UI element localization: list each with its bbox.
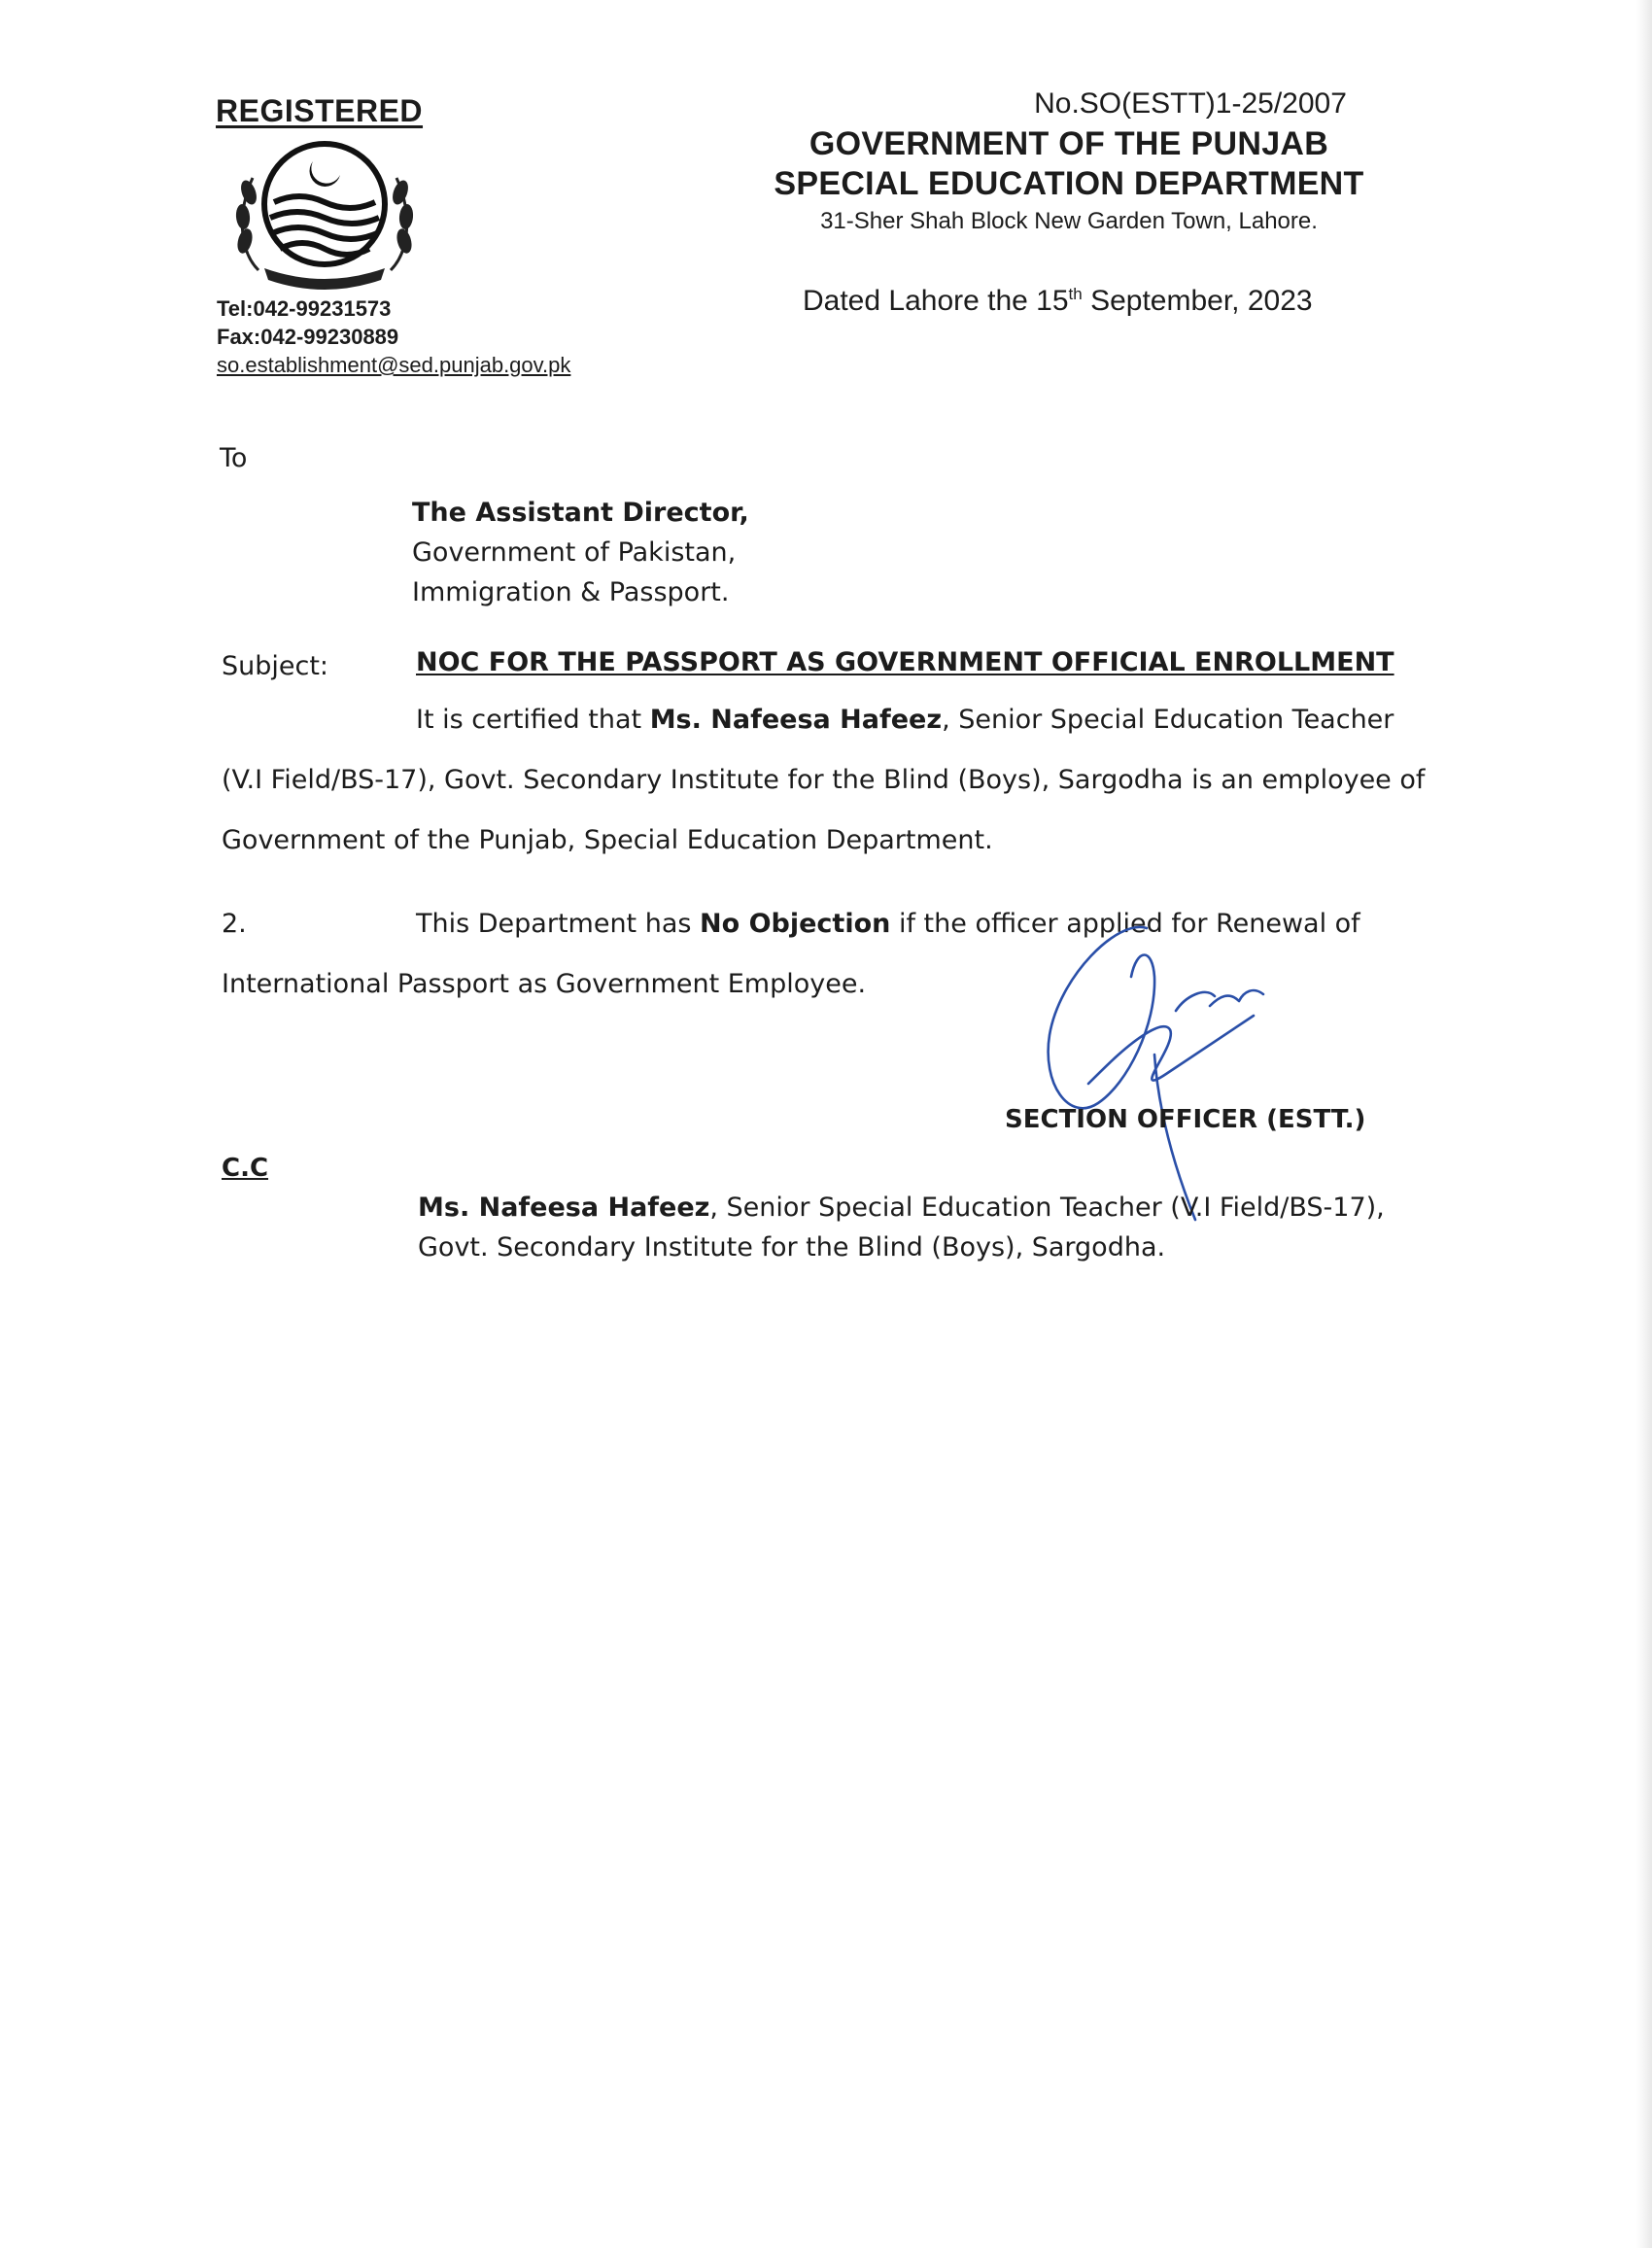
recipient-line-1: The Assistant Director,: [412, 498, 749, 528]
date-suffix: September, 2023: [1082, 285, 1313, 317]
p1-text-a: It is certified that: [416, 705, 650, 735]
p1-employee-name: Ms. Nafeesa Hafeez: [649, 705, 943, 735]
p1-text-b: , Senior Special Education Teacher: [942, 705, 1394, 735]
registered-label: REGISTERED: [216, 93, 424, 128]
cc-label: C.C: [222, 1154, 269, 1183]
subject-label: Subject:: [222, 651, 329, 681]
paragraph-1-line-1: [222, 690, 1441, 750]
section-officer-title: SECTION OFFICER (ESTT.): [1005, 1105, 1366, 1134]
recipient-line-2: Government of Pakistan,: [412, 537, 737, 568]
telephone-number: Tel:042-99231573: [217, 296, 392, 321]
punjab-emblem-icon: [220, 134, 430, 290]
p2-no-objection: No Objection: [700, 909, 891, 939]
letter-date: [803, 285, 1313, 318]
department-heading: SPECIAL EDUCATION DEPARTMENT: [774, 165, 1364, 202]
date-ordinal: th: [1068, 285, 1083, 303]
date-prefix: Dated Lahore the 15: [803, 285, 1069, 317]
subject-text: NOC FOR THE PASSPORT AS GOVERNMENT OFFICIAL ENROLLMENT: [416, 647, 1394, 677]
department-address: 31-Sher Shah Block New Garden Town, Lahore.: [820, 208, 1318, 234]
paragraph-1-line-3: Government of the Punjab, Special Education Department.: [222, 825, 993, 855]
cc-name: Ms. Nafeesa Hafeez: [418, 1193, 710, 1223]
cc-recipient: [418, 1188, 1443, 1267]
reference-number: No.SO(ESTT)1-25/2007: [1034, 87, 1347, 120]
recipient-line-3: Immigration & Passport.: [412, 577, 730, 607]
handwritten-signature-icon: [1030, 918, 1283, 1229]
cc-details: , Senior Special Education Teacher (V.I Field/BS-17), Govt. Secondary Institute for the Blind (Boys), Sargodha.: [418, 1193, 1385, 1262]
paragraph-1: [222, 690, 1441, 871]
scan-edge: [1636, 0, 1652, 2248]
paragraph-number: 2.: [222, 909, 247, 939]
to-label: To: [220, 443, 248, 473]
p2-text-a: This Department has: [416, 909, 701, 939]
paragraph-1-line-2: (V.I Field/BS-17), Govt. Secondary Institute for the Blind (Boys), Sargodha is an employee of: [222, 765, 1426, 795]
p2-text-b: if the officer applied for Renewal of: [890, 909, 1360, 939]
fax-number: Fax:042-99230889: [217, 325, 399, 349]
paragraph-2-line-2: International Passport as Government Employee.: [222, 969, 867, 999]
government-heading: GOVERNMENT OF THE PUNJAB: [809, 125, 1329, 162]
email-address[interactable]: so.establishment@sed.punjab.gov.pk: [217, 353, 571, 377]
